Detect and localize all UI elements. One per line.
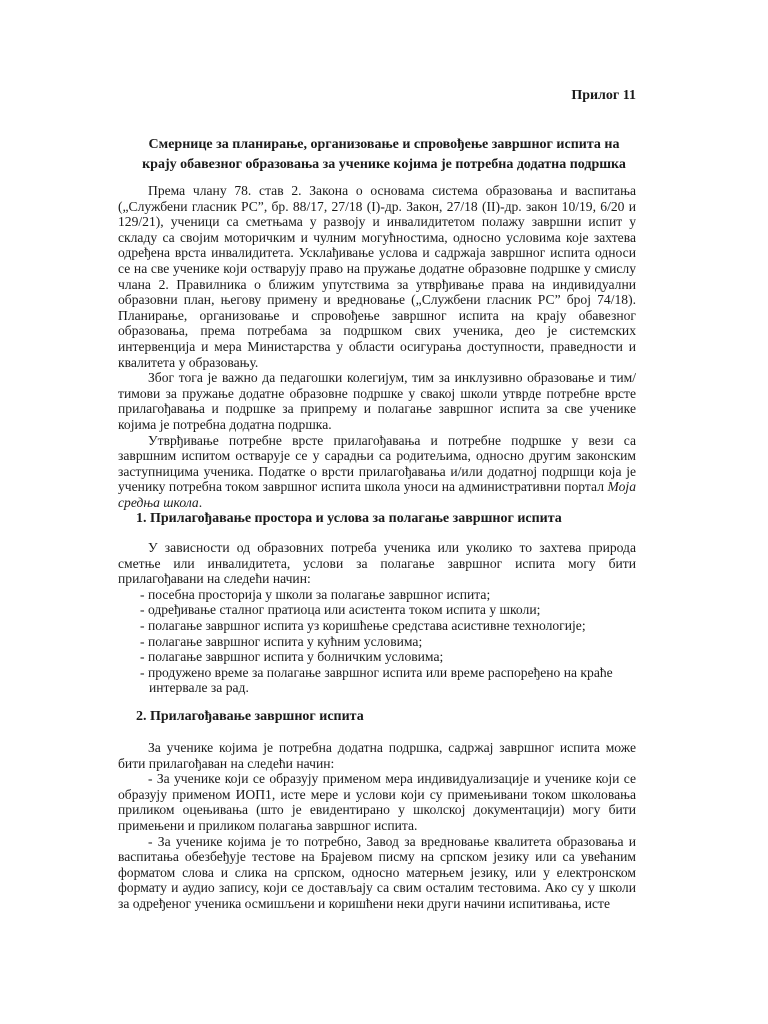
section-1-list [118, 587, 636, 696]
title-line-2: крају обавезног образовања за ученике којима је потребна додатна подршка [142, 157, 626, 172]
intro-paragraph-3-text: Утврђивање потребне врсте прилагођавања и потребне подршке у вези са завршним испитом остварује се у сарадњи са родитељима, односно другим законским заступницима ученика. Податке о врсти прилагођавања и/или додатној подршци која је ученику потребна током завршног испита школа уноси на административни портал [118, 432, 636, 495]
list-item: - полагање завршног испита уз коришћење средстава асистивне технологије; [140, 618, 636, 634]
portal-name: Моја средња школа [118, 479, 636, 510]
list-item: - одређивање сталног пратиоца или асистента током испита у школи; [140, 602, 636, 618]
section-1-body [118, 540, 636, 696]
section-2-paragraph-1: - За ученике који се образују применом мера индивидуализације и ученике који се образују применом ИОП1, исте мере и услови који су примењивани током школовања приликом оцењивања (што је евидентирано у школској документацији) могу бити примењени и приликом полагања завршног испита. [118, 771, 636, 833]
section-2-body [118, 740, 636, 912]
title-line-1: Смернице за планирање, организовање и спровођење завршног испита на [148, 137, 620, 152]
intro-section [118, 183, 636, 510]
intro-paragraph-3 [118, 433, 636, 511]
list-item: - полагање завршног испита у кућним условима; [140, 634, 636, 650]
intro-paragraph-3-end: . [198, 494, 203, 510]
document-title [96, 135, 672, 175]
intro-paragraph-1: Према члану 78. став 2. Закона о основама система образовања и васпитања („Службени гласник РС”, бр. 88/17, 27/18 (I)-др. Закон, 27/18 (II)-др. закон 10/19, 6/20 и 129/21), ученици са сметњама у развоју и инвалидитетом полажу завршни испит у складу са својим моторичким и чулним могућностима, односно условима које захтева одређена врста инвалидитета. Усклађивање услова и садржаја завршног испита односи се на све ученике који остварују право на пружање додатне образовне подршке у смислу члана 2. Правилника о ближим упутствима за утврђивање права на индивидуални образовни план, његову примену и вредновање („Службени гласник РС” број 74/18). Планирање, организовање и спровођење завршног испита на крају обавезног образовања, према потребама за подршком свих ученика, део је системских интервенција и мера Министарства у области осигурања доступности, праведности и квалитета у образовању. [118, 183, 636, 370]
attachment-label: Прилог 11 [571, 88, 636, 103]
section-1-heading: 1. Прилагођавање простора и услова за полагање завршног испита [136, 511, 562, 526]
section-2-heading: 2. Прилагођавање завршног испита [136, 709, 364, 724]
section-2-paragraph-2: - За ученике којима је то потребно, Завод за вредновање квалитета образовања и васпитања обезбеђује тестове на Брајевом писму на српском језику или са увећаним форматом слова и слика на српском, односно матерњем језику, или у електронском формату и аудио запису, који се достављају са свим осталим тестовима. Ако су у школи за одређеног ученика осмишљени и коришћени неки други начини испитивања, исте [118, 833, 636, 911]
section-1-intro: У зависности од образовних потреба ученика или уколико то захтева природа сметње или инвалидитета, услови за полагање завршног испита могу бити прилагођавани на следећи начин: [118, 540, 636, 587]
list-item: - полагање завршног испита у болничким условима; [140, 649, 636, 665]
list-item: - посебна просторија у школи за полагање завршног испита; [140, 587, 636, 603]
section-2-intro: За ученике којима је потребна додатна подршка, садржај завршног испита може бити прилагођаван на следећи начин: [118, 740, 636, 771]
intro-paragraph-2: Због тога је важно да педагошки колегијум, тим за инклузивно образовање и тим/тимови за пружање додатне образовне подршке у свакој школи утврде потребне врсте прилагођавања и подршке за припрему и полагање завршног испита за све ученике којима је потребна додатна подршка. [118, 370, 636, 432]
list-item: - продужено време за полагање завршног испита или време распоређено на краће интервале за рад. [140, 665, 636, 696]
